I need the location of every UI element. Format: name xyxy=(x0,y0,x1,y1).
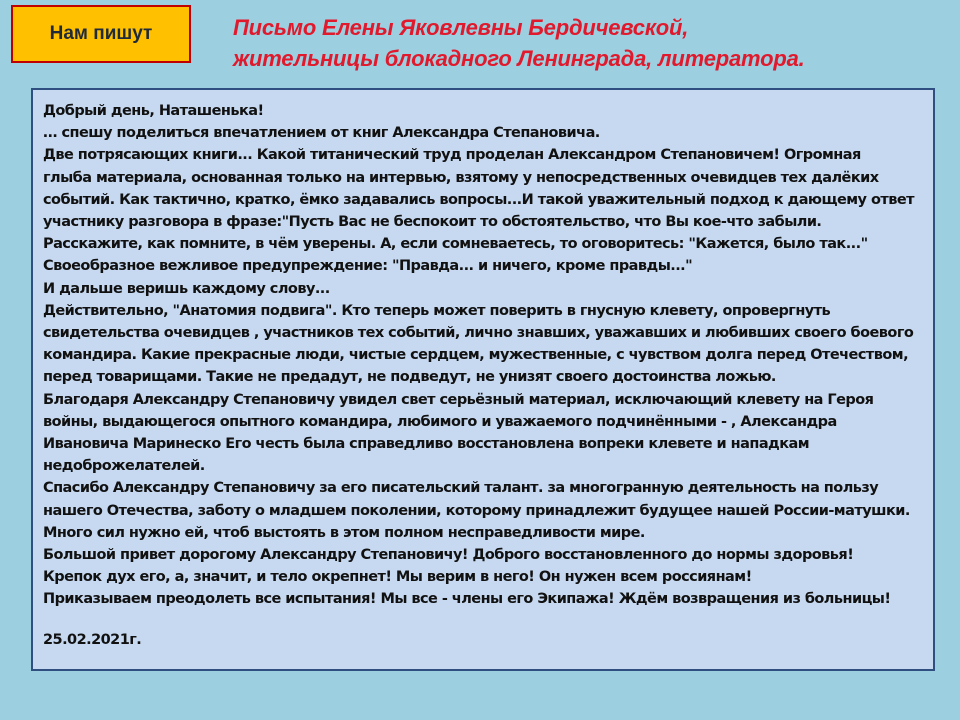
letter-line: недоброжелателей. xyxy=(43,458,205,475)
letter-line: … спешу поделиться впечатлением от книг Александра Степановича. xyxy=(43,125,600,142)
letter-line: Много сил нужно ей, чтоб выстоять в этом полном несправедливости мире. xyxy=(43,524,645,541)
page-title xyxy=(233,12,948,74)
letter-line: командира. Какие прекрасные люди, чистые сердцем, мужественные, с чувством долга перед Отечеством, xyxy=(43,347,909,364)
letter-line: Спасибо Александру Степановичу за его писательский талант. за многогранную деятельность на пользу xyxy=(43,480,879,497)
letter-text-box xyxy=(31,88,935,671)
section-badge-label: Нам пишут xyxy=(49,23,153,44)
letter-line: И дальше веришь каждому слову... xyxy=(43,280,330,297)
letter-line: Добрый день, Наташенька! xyxy=(43,103,264,119)
letter-line: Две потрясающих книги... Какой титанический труд проделан Александром Степановичем! Огромная xyxy=(43,147,861,164)
letter-line: Приказываем преодолеть все испытания! Мы все - члены его Экипажа! Ждём возвращения из больницы! xyxy=(43,591,891,608)
letter-line: Большой привет дорогому Александру Степановичу! Доброго восстановленного до нормы здоровья! xyxy=(43,547,854,564)
letter-line: Действительно, "Анатомия подвига". Кто теперь может поверить в гнусную клевету, опровергнуть xyxy=(43,302,831,319)
section-badge xyxy=(11,5,191,63)
letter-line: Благодаря Александру Степановичу увидел свет серьёзный материал, исключающий клевету на Героя xyxy=(43,391,874,408)
letter-line: перед товарищами. Такие не предадут, не подведут, не унизят своего достоинства ложью. xyxy=(43,369,776,386)
letter-line: свидетельства очевидцев , участников тех событий, лично знавших, уважавших и любивших своего боевого xyxy=(43,325,914,342)
letter-line: нашего Отечества, заботу о младшем поколении, которому принадлежит будущее нашей России-матушки. xyxy=(43,502,910,519)
letter-line: войны, выдающегося опытного командира, любимого и уважаемого подчинёнными - , Александра xyxy=(43,413,837,430)
letter-line: Своеобразное вежливое предупреждение: "Правда... и ничего, кроме правды..." xyxy=(43,258,693,275)
letter-line: участнику разговора в фразе:"Пусть Вас не беспокоит то обстоятельство, что Вы кое-что забыли. xyxy=(43,214,822,231)
letter-line: Крепок дух его, а, значит, и тело окрепнет! Мы верим в него! Он нужен всем россиянам! xyxy=(43,569,752,586)
letter-date: 25.02.2021г. xyxy=(43,631,142,648)
page-title-line-1: Письмо Елены Яковлевны Бердичевской, xyxy=(233,15,689,40)
letter-line: Ивановича Маринеско Его честь была справедливо восстановлена вопреки клевете и нападкам xyxy=(43,436,810,453)
letter-line: Расскажите, как помните, в чём уверены. А, если сомневаетесь, то оговоритесь: "Кажется, было так..." xyxy=(43,236,868,253)
letter-line: событий. Как тактично, кратко, ёмко задавались вопросы...И такой уважительный подход к дающему ответ xyxy=(43,191,914,208)
letter-line: глыба материала, основанная только на интервью, взятому у непосредственных очевидцев тех далёких xyxy=(43,169,879,186)
paragraph-spacer xyxy=(43,611,925,629)
page-title-line-2: жительницы блокадного Ленинграда, литератора. xyxy=(233,46,805,71)
